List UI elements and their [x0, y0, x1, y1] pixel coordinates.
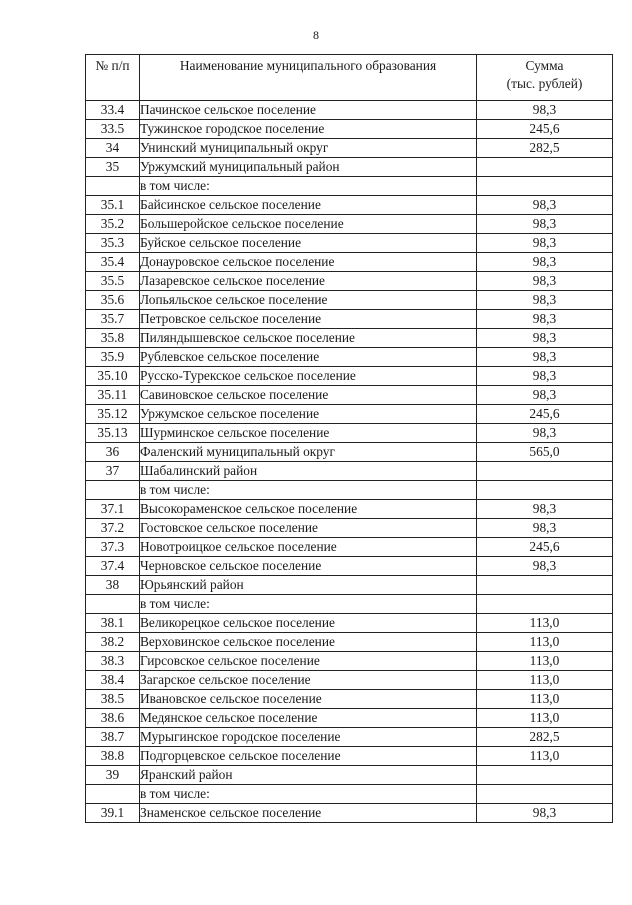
table-row — [86, 234, 613, 253]
row-sum-cell: 98,3 — [477, 101, 613, 120]
row-sum-cell — [477, 595, 613, 614]
row-number-cell: 38.1 — [86, 614, 140, 633]
row-name-cell: Ивановское сельское поселение — [140, 690, 477, 709]
table-row — [86, 196, 613, 215]
row-number-cell: 35.7 — [86, 310, 140, 329]
row-sum-cell: 98,3 — [477, 386, 613, 405]
row-number-cell: 38.3 — [86, 652, 140, 671]
row-name-cell: Великорецкое сельское поселение — [140, 614, 477, 633]
header-row — [86, 55, 613, 101]
row-sum-cell: 245,6 — [477, 120, 613, 139]
row-number-cell: 37.2 — [86, 519, 140, 538]
row-number-cell: 35.3 — [86, 234, 140, 253]
row-number-cell: 35 — [86, 158, 140, 177]
table-row — [86, 272, 613, 291]
row-sum-cell: 98,3 — [477, 804, 613, 823]
table-row — [86, 671, 613, 690]
table-row — [86, 329, 613, 348]
table-row — [86, 519, 613, 538]
row-sum-cell: 113,0 — [477, 633, 613, 652]
table-row — [86, 310, 613, 329]
column-header-sum — [477, 55, 613, 101]
table-row — [86, 785, 613, 804]
row-number-cell: 37 — [86, 462, 140, 481]
row-name-cell: в том числе: — [140, 785, 477, 804]
row-name-cell: Лазаревское сельское поселение — [140, 272, 477, 291]
row-sum-cell — [477, 576, 613, 595]
row-name-cell: в том числе: — [140, 595, 477, 614]
table-row — [86, 139, 613, 158]
column-header-name: Наименование муниципального образования — [140, 55, 477, 101]
row-name-cell: Юрьянский район — [140, 576, 477, 595]
table-row — [86, 538, 613, 557]
row-sum-cell: 98,3 — [477, 500, 613, 519]
row-sum-cell: 113,0 — [477, 671, 613, 690]
table-row — [86, 177, 613, 196]
table-row — [86, 291, 613, 310]
table-row — [86, 101, 613, 120]
table-row — [86, 747, 613, 766]
row-number-cell: 35.9 — [86, 348, 140, 367]
table-row — [86, 690, 613, 709]
table-row — [86, 633, 613, 652]
row-sum-cell — [477, 177, 613, 196]
row-name-cell: Мурыгинское городское поселение — [140, 728, 477, 747]
row-name-cell: Лопьяльское сельское поселение — [140, 291, 477, 310]
table-row — [86, 614, 613, 633]
row-name-cell: Донауровское сельское поселение — [140, 253, 477, 272]
row-number-cell: 35.2 — [86, 215, 140, 234]
row-number-cell: 33.5 — [86, 120, 140, 139]
row-number-cell: 37.1 — [86, 500, 140, 519]
row-name-cell: Загарское сельское поселение — [140, 671, 477, 690]
row-name-cell: Уржумский муниципальный район — [140, 158, 477, 177]
table-row — [86, 158, 613, 177]
row-sum-cell: 98,3 — [477, 329, 613, 348]
row-name-cell: Яранский район — [140, 766, 477, 785]
row-name-cell: Гирсовское сельское поселение — [140, 652, 477, 671]
row-number-cell: 38.7 — [86, 728, 140, 747]
table-row — [86, 709, 613, 728]
row-name-cell: в том числе: — [140, 481, 477, 500]
row-sum-cell — [477, 158, 613, 177]
row-number-cell: 39.1 — [86, 804, 140, 823]
row-number-cell: 38.2 — [86, 633, 140, 652]
row-sum-cell: 113,0 — [477, 690, 613, 709]
table-row — [86, 557, 613, 576]
row-name-cell: Гостовское сельское поселение — [140, 519, 477, 538]
row-sum-cell: 98,3 — [477, 519, 613, 538]
row-name-cell: Рублевское сельское поселение — [140, 348, 477, 367]
row-sum-cell: 113,0 — [477, 709, 613, 728]
row-sum-cell: 98,3 — [477, 196, 613, 215]
row-number-cell: 35.4 — [86, 253, 140, 272]
row-name-cell: Пачинское сельское поселение — [140, 101, 477, 120]
row-sum-cell: 98,3 — [477, 348, 613, 367]
table-row — [86, 500, 613, 519]
table-row — [86, 766, 613, 785]
row-number-cell: 33.4 — [86, 101, 140, 120]
row-sum-cell — [477, 785, 613, 804]
row-sum-cell: 282,5 — [477, 139, 613, 158]
row-number-cell: 35.6 — [86, 291, 140, 310]
row-name-cell: Унинский муниципальный округ — [140, 139, 477, 158]
row-sum-cell: 98,3 — [477, 291, 613, 310]
row-number-cell: 38 — [86, 576, 140, 595]
row-number-cell: 35.8 — [86, 329, 140, 348]
row-number-cell: 35.10 — [86, 367, 140, 386]
table-row — [86, 652, 613, 671]
row-number-cell: 35.12 — [86, 405, 140, 424]
row-number-cell: 34 — [86, 139, 140, 158]
row-name-cell: Знаменское сельское поселение — [140, 804, 477, 823]
table-row — [86, 253, 613, 272]
row-number-cell: 35.13 — [86, 424, 140, 443]
row-name-cell: Шабалинский район — [140, 462, 477, 481]
row-number-cell: 38.8 — [86, 747, 140, 766]
row-number-cell: 38.4 — [86, 671, 140, 690]
row-sum-cell: 98,3 — [477, 557, 613, 576]
row-sum-cell — [477, 462, 613, 481]
row-name-cell: Савиновское сельское поселение — [140, 386, 477, 405]
table-row — [86, 215, 613, 234]
row-name-cell: Уржумское сельское поселение — [140, 405, 477, 424]
row-name-cell: Русско-Турекское сельское поселение — [140, 367, 477, 386]
table-row — [86, 595, 613, 614]
row-sum-cell: 98,3 — [477, 310, 613, 329]
row-name-cell: Буйское сельское поселение — [140, 234, 477, 253]
row-name-cell: Пиляндышевское сельское поселение — [140, 329, 477, 348]
row-name-cell: Медянское сельское поселение — [140, 709, 477, 728]
column-header-number: № п/п — [86, 55, 140, 101]
row-name-cell: Черновское сельское поселение — [140, 557, 477, 576]
table-row — [86, 367, 613, 386]
row-number-cell: 35.1 — [86, 196, 140, 215]
table-row — [86, 120, 613, 139]
row-sum-cell: 98,3 — [477, 234, 613, 253]
row-name-cell: Шурминское сельское поселение — [140, 424, 477, 443]
table-row — [86, 386, 613, 405]
table-row — [86, 405, 613, 424]
row-name-cell: Подгорцевское сельское поселение — [140, 747, 477, 766]
row-number-cell: 38.6 — [86, 709, 140, 728]
row-sum-cell: 98,3 — [477, 424, 613, 443]
table-body — [86, 101, 613, 823]
row-sum-cell: 98,3 — [477, 215, 613, 234]
row-sum-cell — [477, 481, 613, 500]
row-number-cell — [86, 595, 140, 614]
table-row — [86, 443, 613, 462]
row-number-cell: 35.5 — [86, 272, 140, 291]
row-number-cell: 39 — [86, 766, 140, 785]
row-sum-cell — [477, 766, 613, 785]
allocation-table — [85, 54, 613, 823]
page-number: 8 — [313, 28, 319, 42]
row-sum-cell: 282,5 — [477, 728, 613, 747]
row-sum-cell: 565,0 — [477, 443, 613, 462]
row-number-cell: 37.3 — [86, 538, 140, 557]
row-name-cell: Верховинское сельское поселение — [140, 633, 477, 652]
row-name-cell: Большеройское сельское поселение — [140, 215, 477, 234]
row-name-cell: Петровское сельское поселение — [140, 310, 477, 329]
row-sum-cell: 98,3 — [477, 272, 613, 291]
row-number-cell: 38.5 — [86, 690, 140, 709]
row-name-cell: Тужинское городское поселение — [140, 120, 477, 139]
column-header-sum-unit: (тыс. рублей) — [506, 76, 583, 91]
table-row — [86, 576, 613, 595]
row-number-cell — [86, 785, 140, 804]
row-sum-cell: 245,6 — [477, 405, 613, 424]
row-sum-cell: 113,0 — [477, 614, 613, 633]
table-row — [86, 348, 613, 367]
table-row — [86, 728, 613, 747]
row-sum-cell: 245,6 — [477, 538, 613, 557]
table-row — [86, 424, 613, 443]
row-number-cell: 37.4 — [86, 557, 140, 576]
row-name-cell: Байсинское сельское поселение — [140, 196, 477, 215]
row-number-cell — [86, 481, 140, 500]
column-header-sum-title: Сумма — [525, 58, 564, 73]
row-name-cell: Фаленский муниципальный округ — [140, 443, 477, 462]
row-name-cell: в том числе: — [140, 177, 477, 196]
table-row — [86, 804, 613, 823]
row-number-cell: 36 — [86, 443, 140, 462]
row-sum-cell: 113,0 — [477, 652, 613, 671]
row-name-cell: Высокораменское сельское поселение — [140, 500, 477, 519]
row-sum-cell: 98,3 — [477, 367, 613, 386]
table-row — [86, 481, 613, 500]
row-sum-cell: 98,3 — [477, 253, 613, 272]
row-number-cell: 35.11 — [86, 386, 140, 405]
row-number-cell — [86, 177, 140, 196]
row-name-cell: Новотроицкое сельское поселение — [140, 538, 477, 557]
table-header — [86, 55, 613, 101]
row-sum-cell: 113,0 — [477, 747, 613, 766]
table-row — [86, 462, 613, 481]
